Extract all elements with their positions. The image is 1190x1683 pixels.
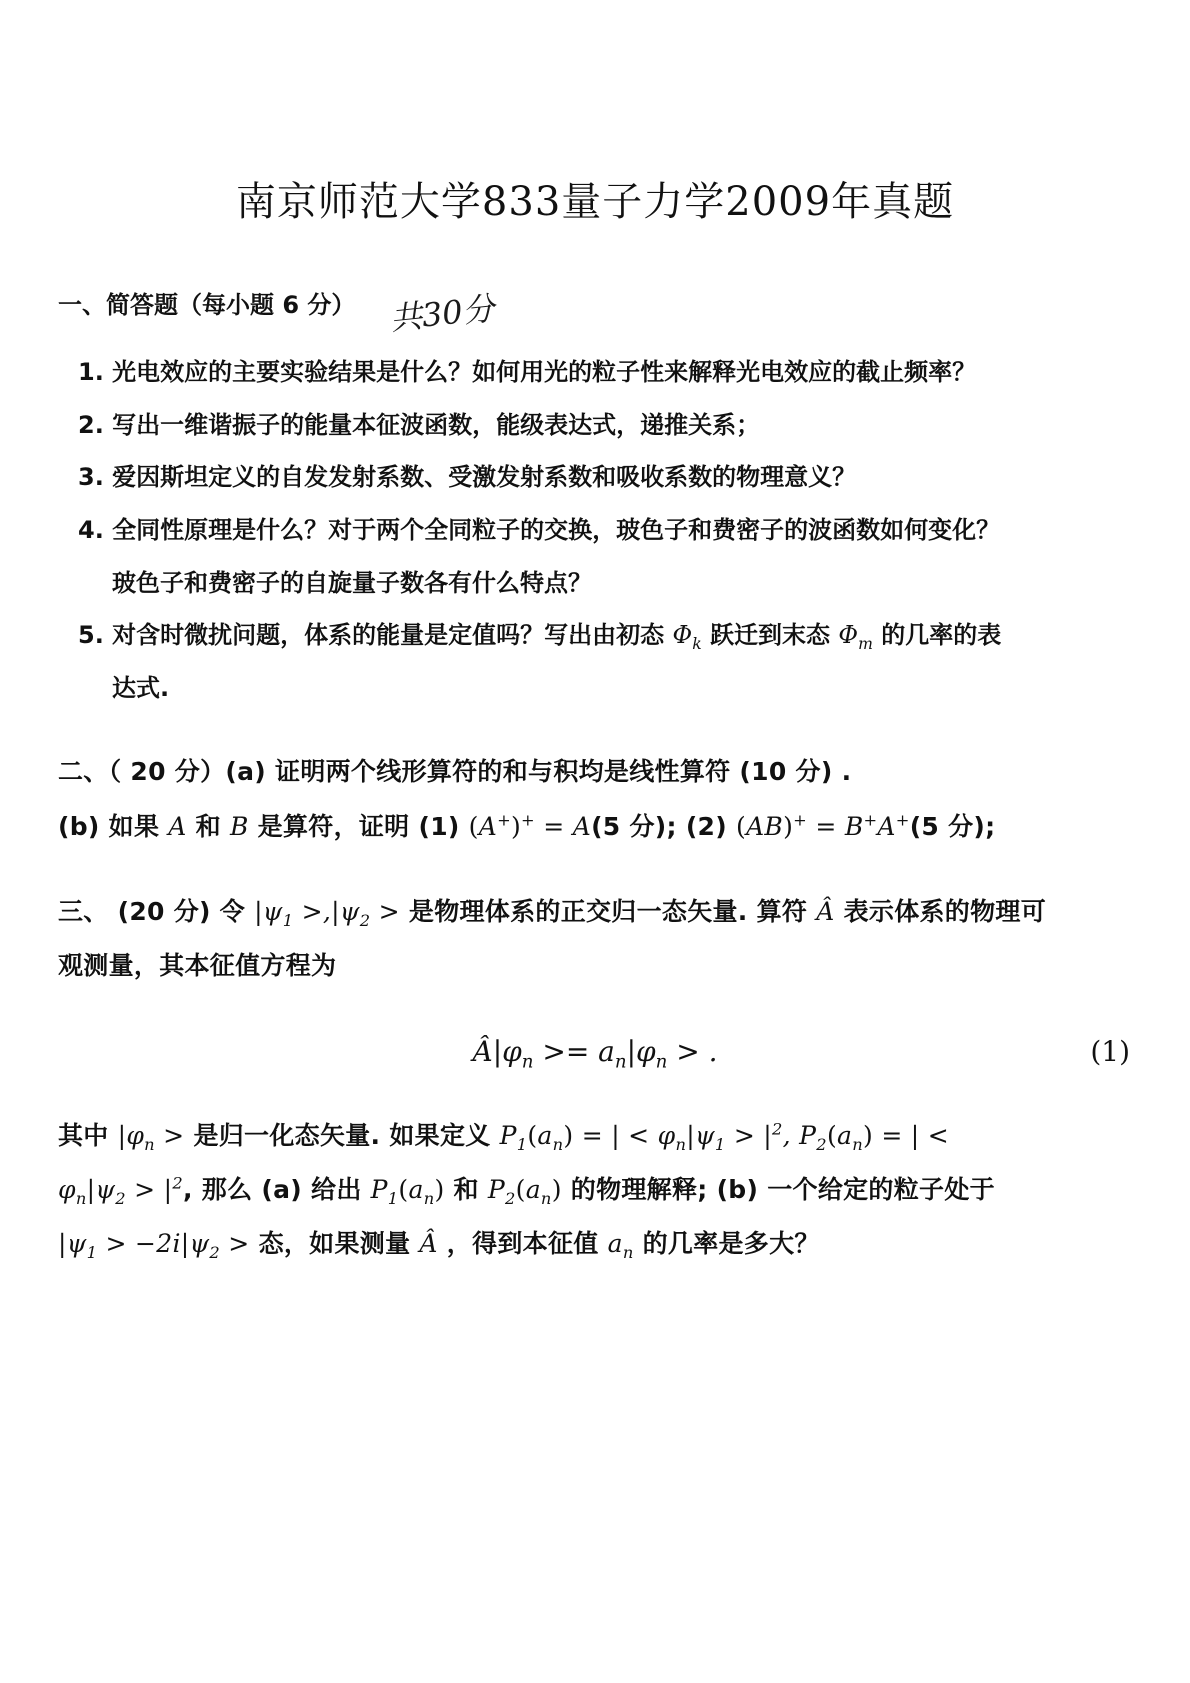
s3-p3-a: 态，如果测量 xyxy=(258,1229,411,1258)
section-3-para-line-2 xyxy=(58,1170,995,1208)
s2-text-b: 和 xyxy=(195,812,221,841)
s2-text-c: 是算符，证明 (1) xyxy=(257,812,460,841)
section-2-line-2 xyxy=(58,807,995,843)
s3-p1-a: 其中 xyxy=(58,1121,109,1150)
q5-text-a: 5. 对含时微扰问题，体系的能量是定值吗？写出由初态 xyxy=(78,621,665,649)
s3-p2-c: 的物理解释; (b) 一个给定的粒子处于 xyxy=(570,1175,995,1204)
page-title: 南京师范大学833量子力学2009年真题 xyxy=(235,179,955,225)
p1-symbol: $P_1(a_n)$ xyxy=(370,1175,445,1208)
phi-m-symbol: $\Phi_m$ xyxy=(838,621,873,653)
operator-a-hat: Â xyxy=(816,897,835,926)
s3-text-c: 表示体系的物理可 xyxy=(843,897,1046,926)
s3-p2-a: , 那么 (a) 给出 xyxy=(182,1175,362,1204)
s2-text-d: (5 分); (2) xyxy=(591,812,727,841)
question-4-line-1: 4. 全同性原理是什么？对于两个全同粒子的交换，玻色子和费密子的波函数如何变化？ xyxy=(78,516,1001,544)
q5-text-b: 跃迁到末态 xyxy=(710,621,831,649)
question-3: 3. 爱因斯坦定义的自发发射系数、受激发射系数和吸收系数的物理意义？ xyxy=(78,463,857,491)
operator-a-hat-2: Â xyxy=(419,1229,438,1258)
question-1: 1. 光电效应的主要实验结果是什么？如何用光的粒子性来解释光电效应的截止频率？ xyxy=(78,358,977,386)
given-state: $|\psi_1 > -2i|\psi_2$ > xyxy=(58,1229,250,1262)
section-2-line-1: 二、（ 20 分）(a) 证明两个线形算符的和与积均是线性算符 (10 分) . xyxy=(58,757,852,786)
handwritten-note: 共30分 xyxy=(388,289,497,338)
question-2: 2. 写出一维谐振子的能量本征波函数，能级表达式，递推关系； xyxy=(78,411,761,439)
section-3-para-line-1 xyxy=(58,1116,949,1154)
s2-text-a: (b) 如果 xyxy=(58,812,160,841)
s3-p3-c: 的几率是多大？ xyxy=(642,1229,820,1258)
phi-n-ket: $|\varphi_n$ > xyxy=(117,1121,185,1154)
eigenvalue-an: $a_n$ xyxy=(607,1229,634,1262)
eigen-equation: $Â|\varphi_n >= a_n|\varphi_n$ > . xyxy=(472,1035,718,1073)
psi-states: $|\psi_1 >,|\psi_2$ > xyxy=(254,897,400,930)
section-3-line-2: 观测量，其本征值方程为 xyxy=(58,951,337,980)
s3-text-a: 三、 (20 分) 令 xyxy=(58,897,246,926)
formula-1: (A+)+ = A xyxy=(468,810,592,841)
s3-p2-b: 和 xyxy=(453,1175,479,1204)
s3-p1-b: 是归一化态矢量. 如果定义 xyxy=(193,1121,491,1150)
p1-definition: $P_1(a_n)$ = | < $\varphi_n|\psi_1 > |^2$, $P_2(a_n)$ = | < xyxy=(499,1119,950,1154)
s2-text-e: (5 分); xyxy=(909,812,996,841)
section-1-heading: 一、简答题（每小题 6 分） xyxy=(58,291,356,319)
p2-definition: $\varphi_n|\psi_2 > |^2$ xyxy=(58,1173,183,1208)
question-5-line-1 xyxy=(78,615,1001,653)
s3-p3-b: ，得到本征值 xyxy=(446,1229,599,1258)
section-3-para-line-3 xyxy=(58,1224,820,1262)
section-3-line-1 xyxy=(58,892,1046,930)
question-4-line-2: 玻色子和费密子的自旋量子数各有什么特点？ xyxy=(112,569,592,597)
operator-b: B xyxy=(229,812,249,841)
phi-k-symbol: $\Phi_k$ xyxy=(672,621,702,653)
operator-a: A xyxy=(168,812,187,841)
formula-2: (AB)+ = B+A+ xyxy=(736,810,910,841)
q5-text-c: 的几率的表 xyxy=(881,621,1002,649)
s3-text-b: 是物理体系的正交归一态矢量. 算符 xyxy=(408,897,808,926)
equation-number: (1) xyxy=(1090,1035,1130,1068)
question-5-line-2: 达式. xyxy=(112,674,170,702)
p2-symbol: $P_2(a_n)$ xyxy=(487,1175,562,1208)
